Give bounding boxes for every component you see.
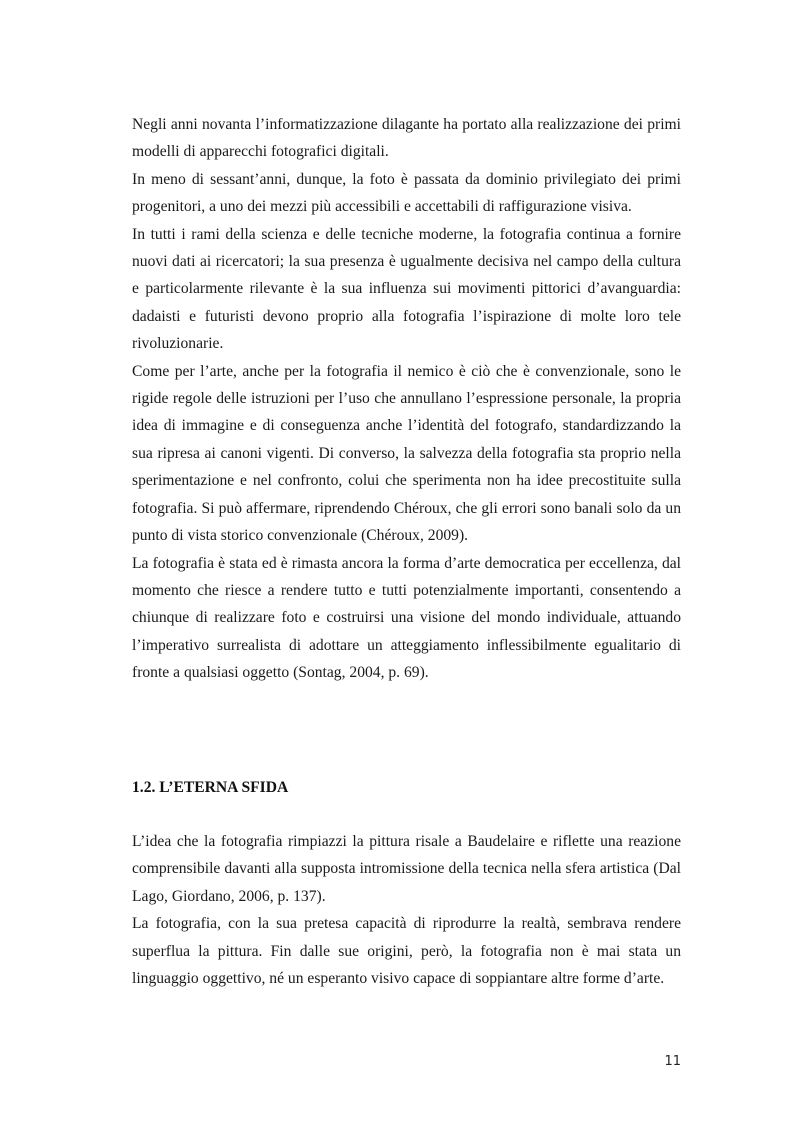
paragraph: La fotografia, con la sua pretesa capacità di riprodurre la realtà, sembrava rendere superflua la pittura. Fin dalle sue origini, però, la fotografia non è mai stata un linguaggio oggettivo, né un esperanto visivo capace di soppiantare altre forme d’arte. bbox=[132, 915, 681, 988]
paragraph: L’idea che la fotografia rimpiazzi la pittura risale a Baudelaire e riflette una reazione comprensibile davanti alla supposta intromissione della tecnica nella sfera artistica (Dal Lago, Giordano, 2006, p. 137). bbox=[132, 833, 681, 905]
body-text-bottom bbox=[132, 828, 681, 992]
section-heading: 1.2. L’ETERNA SFIDA bbox=[132, 779, 289, 796]
paragraph: Negli anni novanta l’informatizzazione dilagante ha portato alla realizzazione dei primi modelli di apparecchi fotografici digitali. bbox=[132, 116, 681, 161]
body-text-top bbox=[132, 111, 681, 687]
paragraph: In meno di sessant’anni, dunque, la foto è passata da dominio privilegiato dei primi progenitori, a uno dei mezzi più accessibili e accettabili di raffigurazione visiva. bbox=[132, 170, 681, 216]
paragraph: La fotografia è stata ed è rimasta ancora la forma d’arte democratica per eccellenza, dal momento che riesce a rendere tutto e tutti potenzialmente importanti, consentendo a chiunque di realizzare foto e costruirsi una visione del mondo individuale, attuando l’imperativo surrealista di adottare un atteggiamento inflessibilmente egualitario di fronte a qualsiasi oggetto (Sontag, 2004, p. 69). bbox=[132, 554, 681, 682]
paragraph: Come per l’arte, anche per la fotografia il nemico è ciò che è convenzionale, sono le rigide regole delle istruzioni per l’uso che annullano l’espressione personale, la propria idea di immagine e di conseguenza anche l’identità del fotografo, standardizzando la sua ripresa ai canoni vigenti. Di converso, la salvezza della fotografia sta proprio nella sperimentazione e nel confronto, colui che sperimenta non ha idee precostituite sulla fotografia. Si può affermare, riprendendo Chéroux, che gli errori sono banali solo da un punto di vista storico convenzionale (Chéroux, 2009). bbox=[132, 362, 681, 545]
paragraph: In tutti i rami della scienza e delle tecniche moderne, la fotografia continua a fornire nuovi dati ai ricercatori; la sua presenza è ugualmente decisiva nel campo della cultura e particolarmente rilevante è la sua influenza sui movimenti pittorici d’avanguardia: dadaisti e futuristi devono proprio alla fotografia l’ispirazione di molte loro tele rivoluzionarie. bbox=[132, 225, 681, 353]
page-number: 11 bbox=[664, 1054, 681, 1069]
